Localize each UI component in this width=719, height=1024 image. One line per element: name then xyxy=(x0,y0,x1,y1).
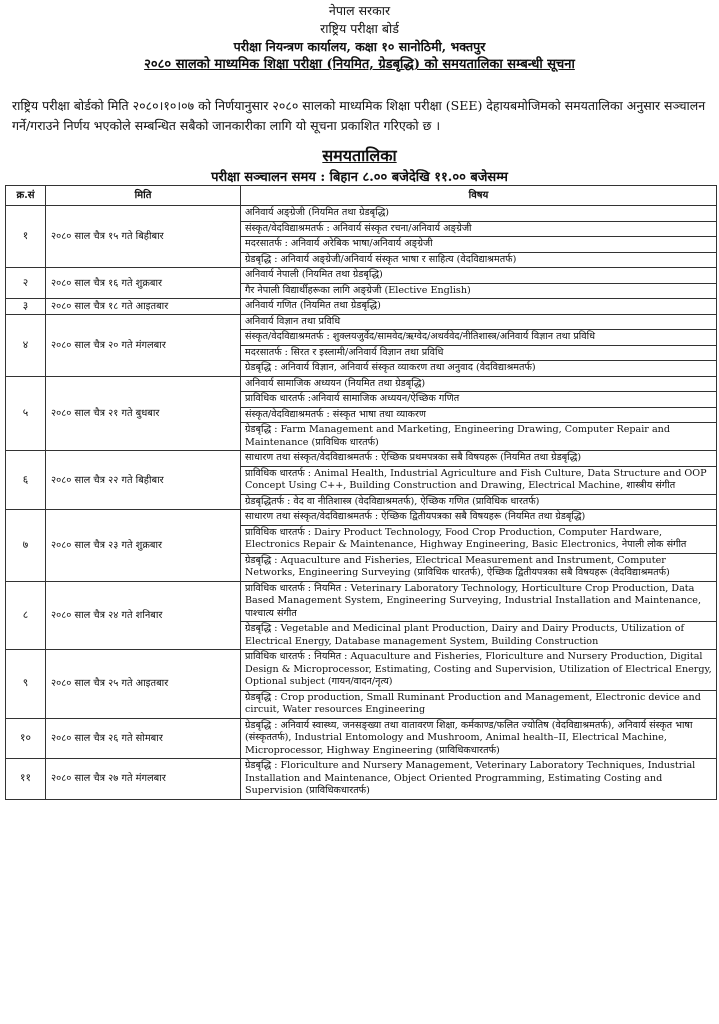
subject-line: ग्रेडबृद्धि : अनिवार्य अङ्ग्रेजी/अनिवार्य संस्कृत भाषा र साहित्य (वेदविद्याश्रमतर्फ) xyxy=(245,253,517,265)
subject-line: संस्कृत/वेदविद्याश्रमतर्फ : शुक्लयजुर्वेद/सामवेद/ऋग्वेद/अथर्ववेद/नीतिशास्त्र/अनिवार्य विज्ञान तथा प्रविधि xyxy=(241,330,716,346)
row-subjects xyxy=(241,314,717,376)
subject-line: ग्रेडबृद्धि : Aquaculture and Fisheries, Electrical Measurement and Instrument, Computer Networks, Engineering Surveying (प्राविधिक धारतर्फ), ऐच्छिक द्वितीयपत्रका सबै विषयहरू (वेदविद्याश्रमतर्फ) xyxy=(245,554,670,578)
row-date: २०८० साल चैत्र १५ गते बिहीबार xyxy=(46,206,241,268)
row-serial: ७ xyxy=(6,510,46,582)
subject-line: साधारण तथा संस्कृत/वेदविद्याश्रमतर्फ : ऐच्छिक द्वितीयपत्रका सबै विषयहरू (नियमित तथा ग्रेडबृद्धि) xyxy=(241,510,716,526)
subject-line: अनिवार्य अङ्ग्रेजी (नियमित तथा ग्रेडबृद्धि) xyxy=(241,206,716,222)
row-serial: २ xyxy=(6,268,46,299)
subject-line: प्राविधिक धारतर्फ : नियमित : Veterinary Laboratory Technology, Horticulture Crop Production, Data Based Management System, Engineering Surveying, Industrial Installation and Maintenance, पाश्चात्य संगीत xyxy=(241,582,716,623)
subject-line: ग्रेडबृद्धि : Crop production, Small Ruminant Production and Management, Electronic device and circuit, Water resources Engineering xyxy=(245,691,701,715)
row-serial: ११ xyxy=(6,759,46,800)
subject-line: ग्रेडबृद्धि : Vegetable and Medicinal plant Production, Dairy and Dairy Products, Utilization of Electrical Energy, Database management System, Building Construction xyxy=(245,623,685,647)
subject-line: प्राविधिक धारतर्फ :अनिवार्य सामाजिक अध्ययन/ऐच्छिक गणित xyxy=(241,392,716,408)
row-date: २०८० साल चैत्र २१ गते बुधबार xyxy=(46,376,241,451)
table-header-row xyxy=(6,186,717,206)
subject-line: प्राविधिक धारतर्फ : Dairy Product Technology, Food Crop Production, Computer Hardware, Electronics Repair & Maintenance, Highway Engineering, Basic Electronics, नेपाली लोक संगीत xyxy=(241,526,716,554)
subject-line: ग्रेडबृद्धितर्फ : वेद वा नीतिशास्त्र (वेदविद्याश्रमतर्फ), ऐच्छिक गणित (प्राविधिक धारतर्फ) xyxy=(245,495,540,507)
row-date: २०८० साल चैत्र २३ गते शुक्रबार xyxy=(46,510,241,582)
subject-line: साधारण तथा संस्कृत/वेदविद्याश्रमतर्फ : ऐच्छिक प्रथमपत्रका सबै विषयहरू (नियमित तथा ग्रेडबृद्धि) xyxy=(241,451,716,467)
subject-line: प्राविधिक धारतर्फ : नियमित : Aquaculture and Fisheries, Floriculture and Nursery Production, Digital Design & Microprocessor, Estimating, Costing and Supervision, Utilization of Electrical Energy, Optional subject (गायन/वादन/नृत्य) xyxy=(241,650,716,691)
row-subjects xyxy=(241,718,717,759)
row-serial: ३ xyxy=(6,299,46,315)
subject-line: ग्रेडबृद्धि : अनिवार्य विज्ञान, अनिवार्य संस्कृत व्याकरण तथा अनुवाद (वेदविद्याश्रमतर्फ) xyxy=(245,362,536,373)
row-subjects xyxy=(241,299,717,315)
row-subjects xyxy=(241,451,717,510)
row-date: २०८० साल चैत्र १८ गते आइतबार xyxy=(46,299,241,315)
table-row xyxy=(6,268,717,299)
table-row xyxy=(6,314,717,376)
header-subject: विषय xyxy=(241,186,717,206)
table-row xyxy=(6,451,717,510)
subject-line: मदरसातर्फ : सिरत र इस्लामी/अनिवार्य विज्ञान तथा प्रविधि xyxy=(241,346,716,362)
subject-line: संस्कृत/वेदविद्याश्रमतर्फ : संस्कृत भाषा तथा व्याकरण xyxy=(241,408,716,424)
row-date: २०८० साल चैत्र २६ गते सोमबार xyxy=(46,718,241,759)
row-date: २०८० साल चैत्र १६ गते शुक्रबार xyxy=(46,268,241,299)
table-row xyxy=(6,759,717,800)
header-sn: क्र.सं xyxy=(6,186,46,206)
row-serial: ४ xyxy=(6,314,46,376)
table-row xyxy=(6,581,717,650)
subject-line: ग्रेडबृद्धि : अनिवार्य स्वास्थ्य, जनसङ्ख्या तथा वातावरण शिक्षा, कर्मकाण्ड/फलित ज्योतिष (वेदविद्याश्रमतर्फ), अनिवार्य संस्कृत भाषा (संस्कृततर्फ), Industrial Entomology and Mushroom, Animal health–II, Electrical Machine, Microprocessor, Highway Engineering (प्राविधिकधारतर्फ) xyxy=(245,719,693,756)
exam-time: परीक्षा सञ्चालन समय : बिहान ८.०० बजेदेखि ११.०० बजेसम्म xyxy=(211,170,508,185)
subject-line: ग्रेडबृद्धि : Farm Management and Marketing, Engineering Drawing, Computer Repair and Maintenance (प्राविधिक धारतर्फ) xyxy=(245,424,670,448)
schedule-body xyxy=(6,206,717,800)
subject-line: संस्कृत/वेदविद्याश्रमतर्फ : अनिवार्य संस्कृत रचना/अनिवार्य अङ्ग्रेजी xyxy=(241,222,716,238)
notice-title: २०८० सालको माध्यमिक शिक्षा परीक्षा (नियमित, ग्रेडबृद्धि) को समयतालिका सम्बन्धी सूचना xyxy=(144,57,575,72)
row-date: २०८० साल चैत्र २२ गते बिहीबार xyxy=(46,451,241,510)
board-title: राष्ट्रिय परीक्षा बोर्ड xyxy=(320,21,399,36)
table-row xyxy=(6,206,717,268)
row-subjects xyxy=(241,206,717,268)
row-subjects xyxy=(241,759,717,800)
subject-line: अनिवार्य नेपाली (नियमित तथा ग्रेडबृद्धि) xyxy=(241,268,716,284)
subject-line: गैर नेपाली विद्यार्थीहरूका लागि अङ्ग्रेजी (Elective English) xyxy=(245,284,471,296)
header-date: मिति xyxy=(46,186,241,206)
table-row xyxy=(6,510,717,582)
row-subjects xyxy=(241,650,717,719)
row-subjects xyxy=(241,268,717,299)
notice-intro: राष्ट्रिय परीक्षा बोर्डको मिति २०८०।१०।०७ को निर्णयानुसार २०८० सालको माध्यमिक शिक्षा परीक्षा (SEE) देहायबमोजिमको समयतालिका अनुसार सञ्चालन गर्ने/गराउने निर्णय भएकोले सम्बन्धित सबैको जानकारीका लागि यो सूचना प्रकाशित गरिएको छ । xyxy=(12,98,706,133)
row-date: २०८० साल चैत्र २४ गते शनिबार xyxy=(46,581,241,650)
row-date: २०८० साल चैत्र २७ गते मंगलबार xyxy=(46,759,241,800)
table-row xyxy=(6,650,717,719)
table-row xyxy=(6,718,717,759)
notice-header xyxy=(0,2,719,74)
table-row xyxy=(6,299,717,315)
table-row xyxy=(6,376,717,451)
office-title: परीक्षा नियन्त्रण कार्यालय, कक्षा १० सानोठिमी, भक्तपुर xyxy=(233,39,486,54)
row-serial: ५ xyxy=(6,376,46,451)
subject-line: मदरसातर्फ : अनिवार्य अरेबिक भाषा/अनिवार्य अङ्ग्रेजी xyxy=(241,237,716,253)
schedule-title: समयतालिका xyxy=(322,146,397,165)
row-date: २०८० साल चैत्र २५ गते आइतबार xyxy=(46,650,241,719)
row-subjects xyxy=(241,581,717,650)
row-subjects xyxy=(241,376,717,451)
row-subjects xyxy=(241,510,717,582)
row-serial: ८ xyxy=(6,581,46,650)
subject-line: अनिवार्य गणित (नियमित तथा ग्रेडबृद्धि) xyxy=(245,300,381,311)
subject-line: अनिवार्य विज्ञान तथा प्रविधि xyxy=(241,315,716,331)
row-serial: ६ xyxy=(6,451,46,510)
row-serial: ९ xyxy=(6,650,46,719)
row-date: २०८० साल चैत्र २० गते मंगलबार xyxy=(46,314,241,376)
row-serial: १० xyxy=(6,718,46,759)
subject-line: प्राविधिक धारतर्फ : Animal Health, Industrial Agriculture and Fish Culture, Data Structure and OOP Concept Using C++, Building Construction and Drawing, Electrical Machine, शास्त्रीय संगीत xyxy=(241,467,716,495)
subject-line: ग्रेडबृद्धि : Floriculture and Nursery Management, Veterinary Laboratory Techniques, Industrial Installation and Maintenance, Object Oriented Programming, Estimating Costing and Supervision (प्राविधिकधारतर्फ) xyxy=(245,760,696,796)
subject-line: अनिवार्य सामाजिक अध्ययन (नियमित तथा ग्रेडबृद्धि) xyxy=(241,377,716,393)
government-title: नेपाल सरकार xyxy=(328,3,391,18)
row-serial: १ xyxy=(6,206,46,268)
schedule-table xyxy=(5,185,717,800)
